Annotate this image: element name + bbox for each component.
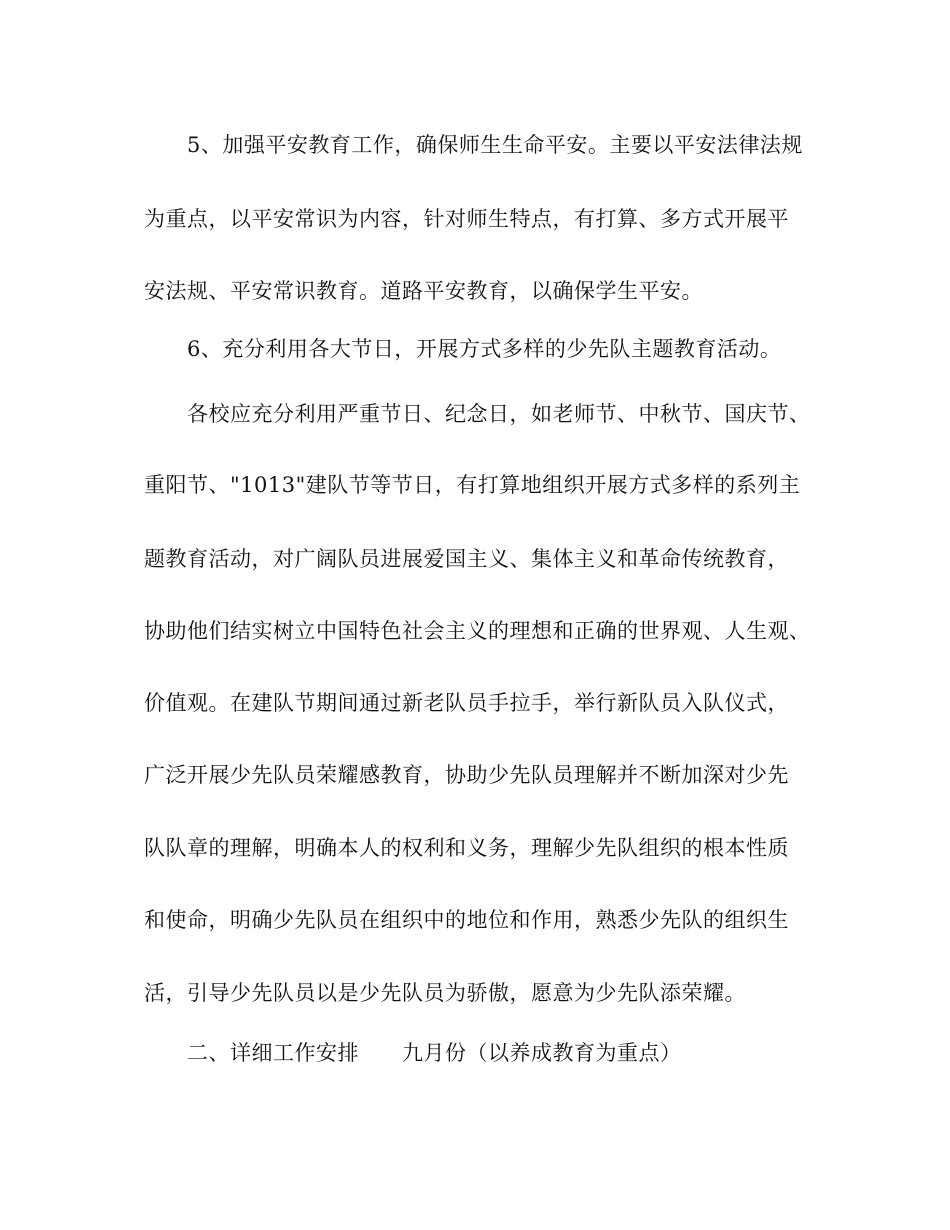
paragraph-line: 队队章的理解，明确本人的权利和义务，理解少先队组织的根本性质 — [144, 836, 789, 860]
paragraph-line: 和使命，明确少先队员在组织中的地位和作用，熟悉少先队的组织生 — [144, 908, 789, 932]
paragraph-line: 各校应充分利用严重节日、纪念日，如老师节、中秋节、国庆节、 — [187, 402, 811, 426]
paragraph-line: 活，引导少先队员以是少先队员为骄傲，愿意为少先队添荣耀。 — [144, 981, 746, 1005]
paragraph-line: 为重点，以平安常识为内容，针对师生特点，有打算、多方式开展平 — [144, 207, 789, 231]
paragraph-line: 题教育活动，对广阔队员进展爱国主义、集体主义和革命传统教育， — [144, 547, 789, 571]
paragraph-line: 价值观。在建队节期间通过新老队员手拉手，举行新队员入队仪式， — [144, 691, 789, 715]
paragraph-line: 广泛开展少先队员荣耀感教育，协助少先队员理解并不断加深对少先 — [144, 763, 789, 787]
paragraph-line: 重阳节、"1013"建队节等节日，有打算地组织开展方式多样的系列主 — [144, 473, 801, 497]
section-heading: 二、详细工作安排 九月份（以养成教育为重点） — [187, 1041, 682, 1065]
paragraph-line: 6、充分利用各大节日，开展方式多样的少先队主题教育活动。 — [187, 337, 782, 361]
paragraph-line: 5、加强平安教育工作，确保师生生命平安。主要以平安法律法规 — [187, 133, 803, 157]
paragraph-line: 安法规、平安常识教育。道路平安教育，以确保学生平安。 — [144, 279, 703, 303]
paragraph-line: 协助他们结实树立中国特色社会主义的理想和正确的世界观、人生观、 — [144, 619, 811, 643]
